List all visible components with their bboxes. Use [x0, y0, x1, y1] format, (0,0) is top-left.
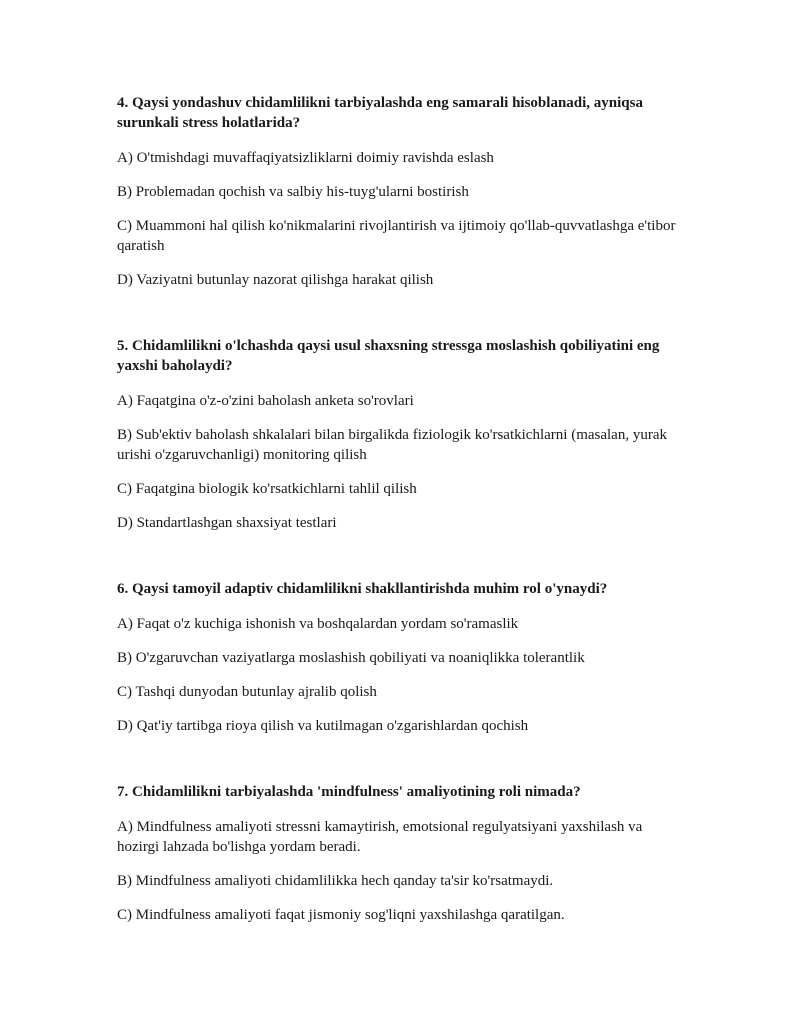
- option-a: A) Faqatgina o'z-o'zini baholash anketa so'rovlari: [117, 393, 414, 409]
- question-4: [117, 93, 677, 290]
- question-7: [117, 782, 677, 925]
- question-title: 4. Qaysi yondashuv chidamlilikni tarbiyalashda eng samarali hisoblanadi, ayniqsa surunkali stress holatlarida?: [117, 95, 643, 131]
- question-title: 6. Qaysi tamoyil adaptiv chidamlilikni shakllantirishda muhim rol o'ynaydi?: [117, 581, 608, 597]
- option-b: B) Problemadan qochish va salbiy his-tuyg'ularni bostirish: [117, 184, 469, 200]
- option-b: B) Mindfulness amaliyoti chidamlilikka hech qanday ta'sir ko'rsatmaydi.: [117, 873, 554, 889]
- document-page: [117, 93, 677, 939]
- question-title: 5. Chidamlilikni o'lchashda qaysi usul shaxsning stressga moslashish qobiliyatini eng yaxshi baholaydi?: [117, 338, 660, 374]
- option-d: D) Qat'iy tartibga rioya qilish va kutilmagan o'zgarishlardan qochish: [117, 718, 529, 734]
- option-b: B) Sub'ektiv baholash shkalalari bilan birgalikda fiziologik ko'rsatkichlarni (masalan, yurak urishi o'zgaruvchanligi) monitoring qilish: [117, 427, 667, 463]
- option-a: A) Faqat o'z kuchiga ishonish va boshqalardan yordam so'ramaslik: [117, 616, 519, 632]
- option-c: C) Mindfulness amaliyoti faqat jismoniy sog'liqni yaxshilashga qaratilgan.: [117, 907, 565, 923]
- question-6: [117, 579, 677, 736]
- question-title: 7. Chidamlilikni tarbiyalashda 'mindfulness' amaliyotining roli nimada?: [117, 784, 581, 800]
- option-c: C) Faqatgina biologik ko'rsatkichlarni tahlil qilish: [117, 481, 417, 497]
- option-a: A) O'tmishdagi muvaffaqiyatsizliklarni doimiy ravishda eslash: [117, 150, 494, 166]
- option-d: D) Standartlashgan shaxsiyat testlari: [117, 515, 337, 531]
- option-b: B) O'zgaruvchan vaziyatlarga moslashish qobiliyati va noaniqlikka tolerantlik: [117, 650, 585, 666]
- option-a: A) Mindfulness amaliyoti stressni kamaytirish, emotsional regulyatsiyani yaxshilash va hozirgi lahzada bo'lishga yordam beradi.: [117, 819, 643, 855]
- option-c: C) Muammoni hal qilish ko'nikmalarini rivojlantirish va ijtimoiy qo'llab-quvvatlashga e'tibor qaratish: [117, 218, 676, 254]
- question-5: [117, 336, 677, 533]
- option-c: C) Tashqi dunyodan butunlay ajralib qolish: [117, 684, 377, 700]
- option-d: D) Vaziyatni butunlay nazorat qilishga harakat qilish: [117, 272, 434, 288]
